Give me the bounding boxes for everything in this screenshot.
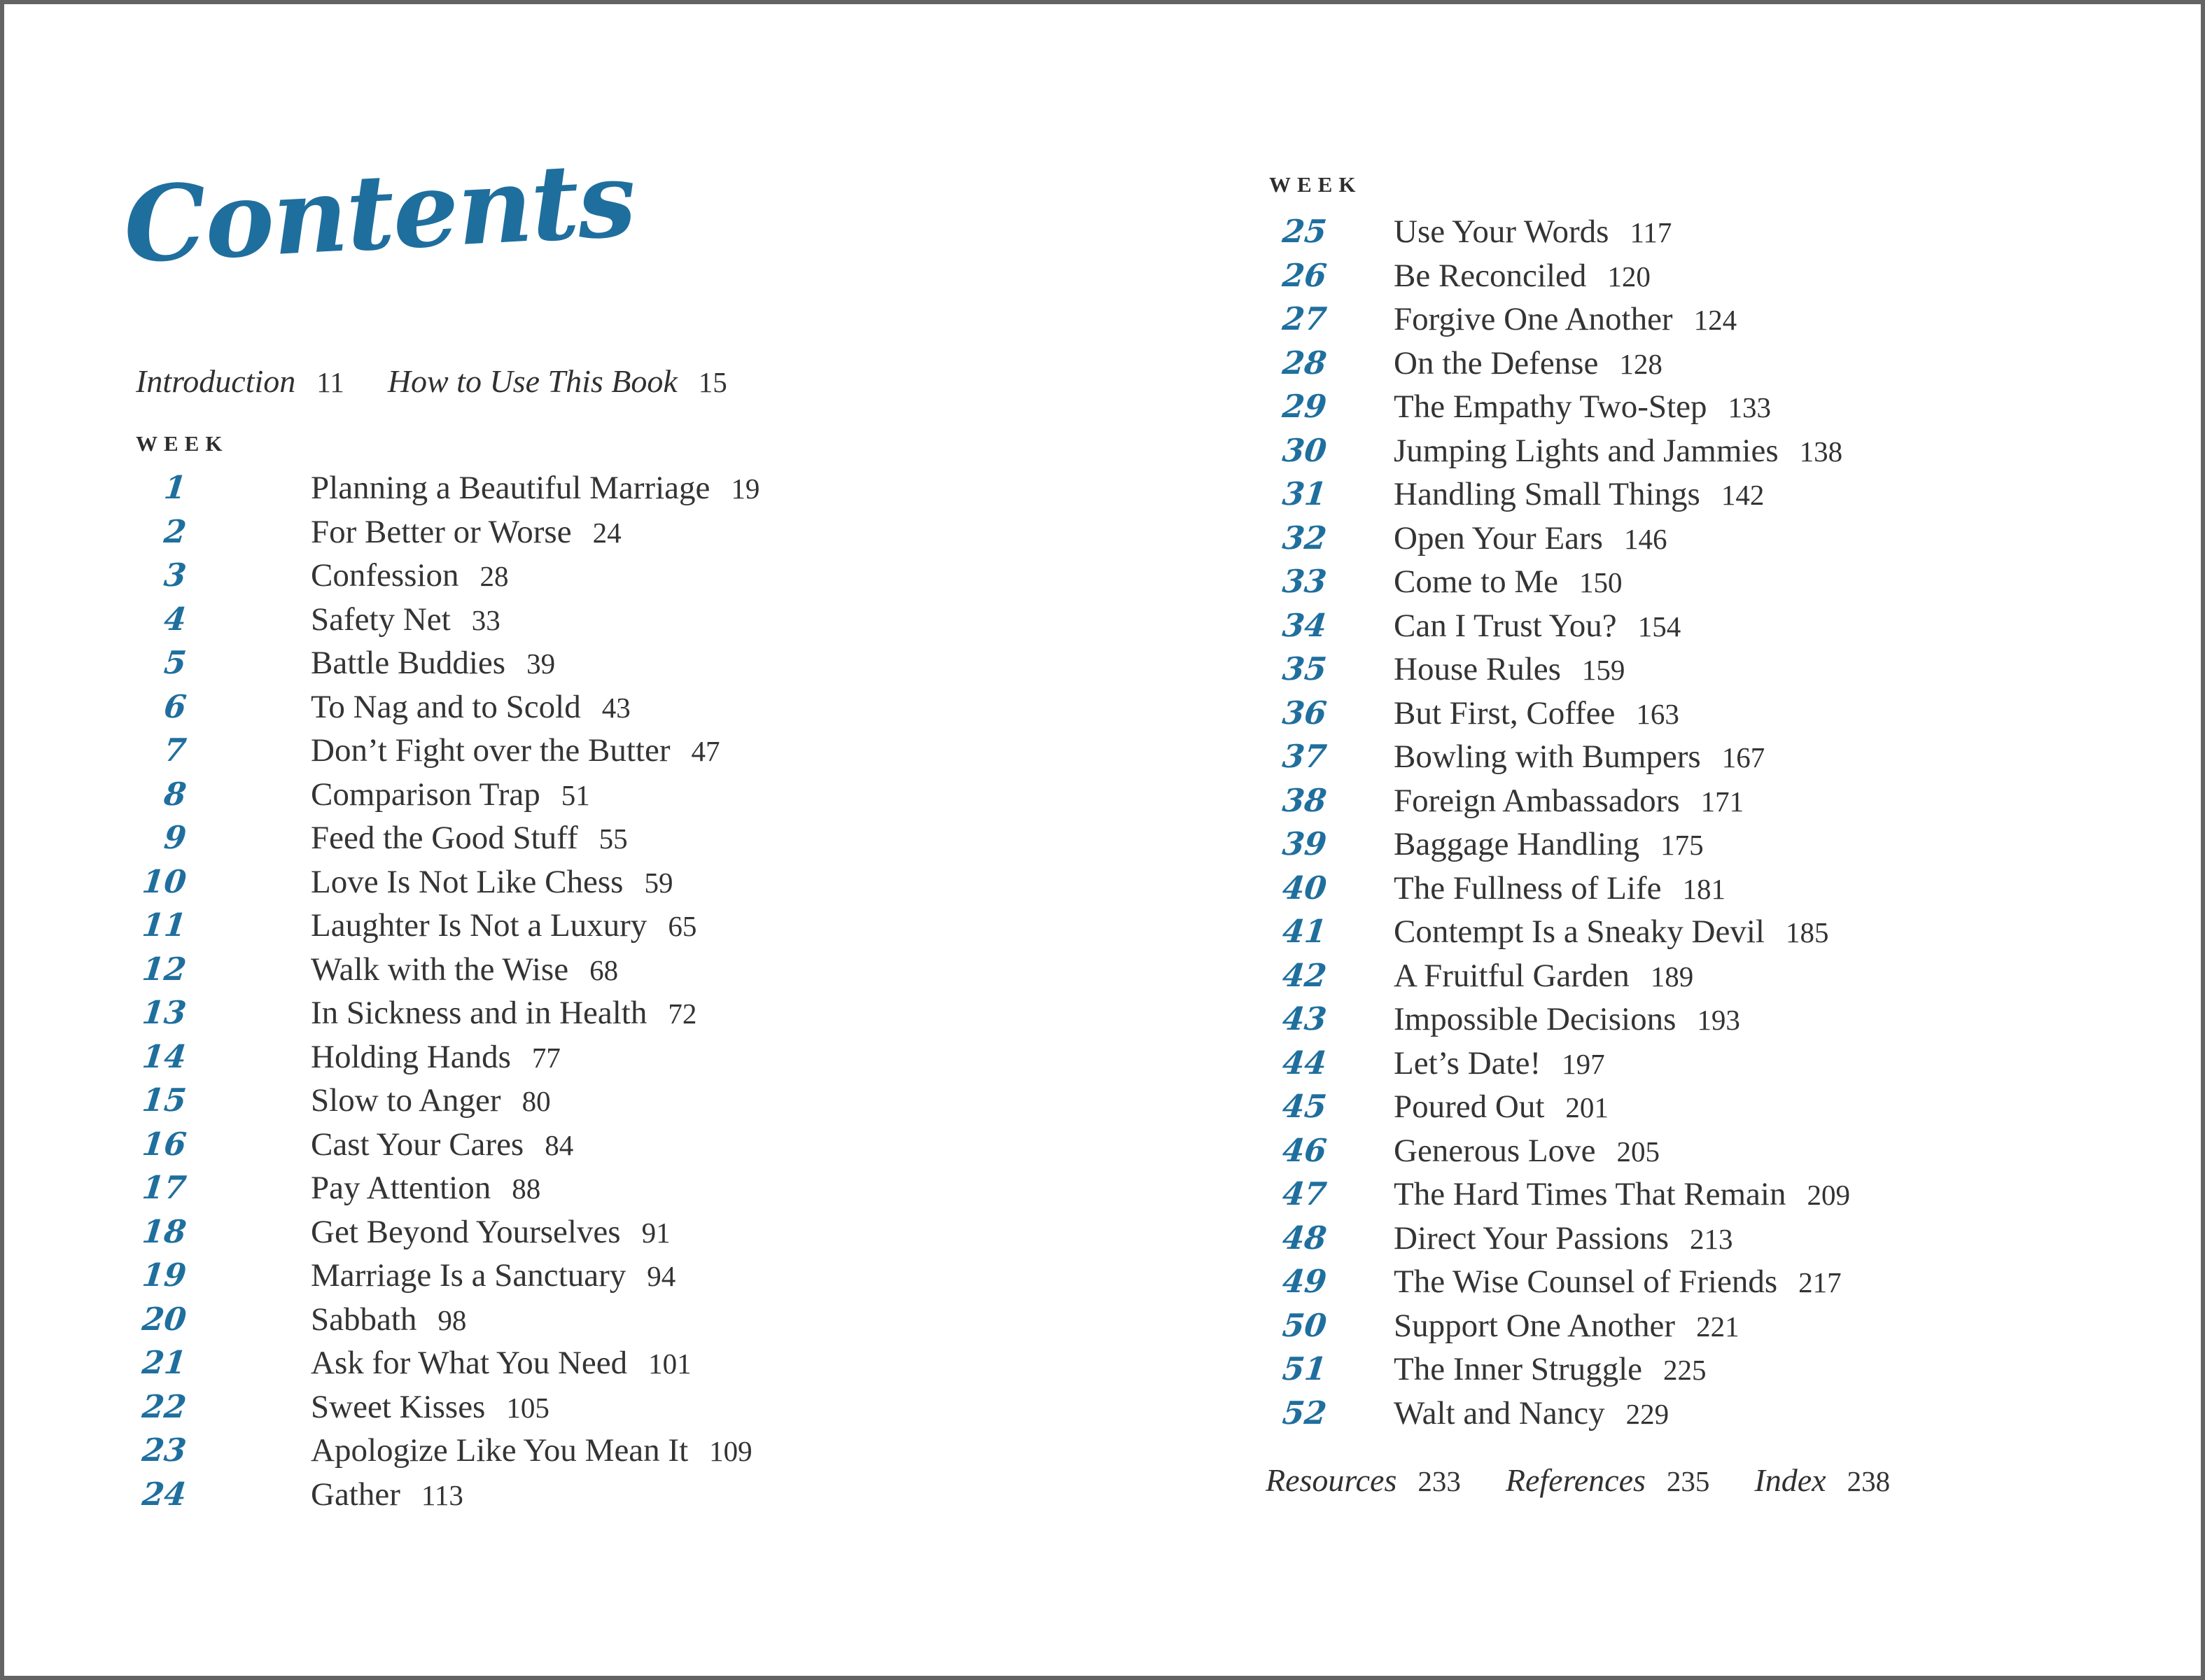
section-page-number: 15 [698,366,727,398]
entry-page-number: 33 [471,603,500,636]
entry-page-number: 225 [1663,1354,1707,1386]
entry-page-number: 65 [668,910,697,942]
week-number: 43 [1280,1000,1329,1037]
week-number: 26 [1280,256,1329,294]
entry-page-number: 51 [561,778,590,811]
week-number: 32 [1280,519,1329,556]
entry-title: A Fruitful Garden [1394,957,1630,994]
week-number: 51 [1280,1350,1329,1387]
entry-title: Baggage Handling [1394,826,1640,862]
entry-page-number: 39 [526,648,556,680]
entry-page-number: 98 [438,1303,467,1336]
entry-page-number: 163 [1636,697,1679,730]
week-number: 18 [140,1212,188,1250]
week-number: 28 [1280,344,1329,382]
entry-title: Don’t Fight over the Butter [311,732,671,769]
toc-entry-week-47 [1269,1175,1850,1219]
entry-title: Generous Love [1394,1132,1596,1169]
entry-page-number: 175 [1660,829,1704,861]
entry-title: The Empathy Two-Step [1394,388,1707,425]
toc-entry-week-7 [136,732,760,776]
entry-page-number: 197 [1562,1047,1605,1080]
entry-page-number: 128 [1619,347,1662,380]
week-number: 47 [1280,1175,1329,1212]
entry-page-number: 124 [1693,304,1737,336]
entry-page-number: 113 [421,1478,463,1511]
entry-page-number: 193 [1697,1004,1740,1036]
toc-entry-week-51 [1269,1350,1850,1394]
entry-page-number: 133 [1728,391,1771,424]
week-number: 39 [1280,825,1329,862]
back-matter-row [1266,1462,1890,1499]
entry-title: The Wise Counsel of Friends [1394,1264,1778,1300]
week-number: 4 [162,600,188,638]
entry-title: Marriage Is a Sanctuary [311,1257,626,1294]
toc-right-column [1269,213,1850,1438]
section-label: Resources [1266,1462,1397,1498]
entry-title: To Nag and to Scold [311,688,581,725]
toc-entry-week-18 [136,1213,760,1257]
entry-title: Confession [311,557,459,594]
week-number: 5 [162,644,188,681]
week-number: 10 [140,862,188,900]
section-page-number: 235 [1666,1465,1710,1497]
week-number: 24 [140,1475,188,1513]
entry-title: Feed the Good Stuff [311,820,578,856]
week-number: 23 [140,1432,188,1469]
week-number: 33 [1280,563,1329,600]
toc-entry-week-16 [136,1126,760,1170]
entry-title: Safety Net [311,601,451,638]
entry-page-number: 68 [589,953,619,986]
week-number: 20 [140,1300,188,1338]
entry-title: Love Is Not Like Chess [311,863,624,900]
week-number: 16 [140,1125,188,1163]
week-number: 1 [162,469,188,506]
entry-title: Holding Hands [311,1038,511,1075]
back-matter-item [1506,1462,1710,1499]
entry-title: Foreign Ambassadors [1394,782,1680,819]
week-column-header-right: WEEK [1269,172,1362,197]
entry-title: For Better or Worse [311,513,572,550]
entry-title: Laughter Is Not a Luxury [311,907,648,944]
toc-entry-week-39 [1269,825,1850,869]
entry-title: The Inner Struggle [1394,1351,1643,1387]
entry-title: Battle Buddies [311,645,506,681]
toc-left-column [136,469,760,1519]
toc-entry-week-44 [1269,1044,1850,1088]
entry-page-number: 159 [1581,654,1625,686]
entry-title: Direct Your Passions [1394,1219,1670,1256]
toc-entry-week-49 [1269,1263,1850,1307]
entry-page-number: 213 [1690,1222,1733,1255]
week-number: 25 [1280,213,1329,250]
entry-page-number: 189 [1650,960,1694,993]
entry-title: Sweet Kisses [311,1388,486,1425]
entry-title: Bowling with Bumpers [1394,738,1701,775]
toc-entry-week-28 [1269,344,1850,388]
section-page-number: 238 [1847,1465,1891,1497]
entry-page-number: 209 [1807,1179,1850,1211]
toc-entry-week-41 [1269,913,1850,957]
toc-entry-week-27 [1269,300,1850,344]
back-matter-item [1754,1462,1890,1499]
toc-entry-week-21 [136,1344,760,1388]
entry-title: House Rules [1394,651,1561,687]
toc-entry-week-10 [136,863,760,907]
toc-entry-week-15 [136,1082,760,1126]
week-number: 29 [1280,388,1329,425]
entry-page-number: 55 [598,822,628,855]
toc-entry-week-48 [1269,1219,1850,1264]
toc-entry-week-1 [136,469,760,513]
toc-entry-week-24 [136,1476,760,1520]
entry-page-number: 142 [1721,479,1765,511]
toc-entry-week-26 [1269,257,1850,301]
toc-entry-week-4 [136,601,760,645]
toc-entry-week-40 [1269,869,1850,913]
entry-page-number: 101 [648,1348,692,1380]
entry-page-number: 88 [512,1172,541,1205]
entry-title: But First, Coffee [1394,694,1616,732]
week-number: 44 [1280,1044,1329,1082]
entry-title: Can I Trust You? [1394,607,1617,644]
toc-entry-week-19 [136,1256,760,1301]
week-number: 42 [1280,956,1329,994]
toc-entry-week-31 [1269,475,1850,519]
entry-title: Walt and Nancy [1394,1394,1605,1432]
entry-page-number: 43 [601,691,631,724]
week-column-header-left: WEEK [136,431,229,456]
week-number: 35 [1280,650,1329,687]
entry-title: Gather [311,1476,400,1513]
week-number: 50 [1280,1306,1329,1344]
week-number: 14 [140,1037,188,1075]
entry-page-number: 24 [592,516,622,549]
toc-entry-week-46 [1269,1132,1850,1176]
entry-page-number: 77 [531,1041,561,1074]
entry-title: In Sickness and in Health [311,995,648,1031]
entry-title: The Fullness of Life [1394,869,1662,906]
entry-page-number: 205 [1616,1135,1660,1168]
week-number: 2 [162,512,188,550]
entry-page-number: 217 [1798,1266,1842,1298]
entry-page-number: 138 [1799,435,1843,468]
toc-entry-week-36 [1269,694,1850,738]
entry-page-number: 84 [545,1128,574,1161]
entry-page-number: 59 [644,866,673,899]
week-number: 40 [1280,869,1329,906]
toc-entry-week-17 [136,1169,760,1213]
entry-page-number: 201 [1565,1091,1609,1124]
entry-page-number: 72 [668,997,697,1030]
entry-title: Support One Another [1394,1307,1676,1344]
entry-page-number: 94 [647,1260,676,1292]
toc-entry-week-30 [1269,432,1850,476]
week-number: 48 [1280,1219,1329,1256]
entry-title: Slow to Anger [311,1082,501,1119]
entry-title: Planning a Beautiful Marriage [311,470,710,506]
entry-title: Sabbath [311,1301,417,1338]
week-number: 27 [1280,300,1329,337]
toc-entry-week-13 [136,994,760,1038]
front-matter-item [388,363,727,400]
entry-title: Come to Me [1394,564,1558,600]
toc-entry-week-34 [1269,607,1850,651]
entry-title: Jumping Lights and Jammies [1394,432,1779,469]
entry-page-number: 28 [479,560,509,592]
toc-entry-week-6 [136,688,760,732]
week-number: 36 [1280,694,1329,732]
week-number: 31 [1280,475,1329,512]
entry-page-number: 80 [522,1085,551,1117]
entry-page-number: 154 [1637,610,1681,643]
week-number: 3 [162,556,188,594]
toc-entry-week-20 [136,1301,760,1345]
entry-page-number: 150 [1578,566,1623,598]
entry-title: On the Defense [1394,344,1599,382]
week-number: 11 [140,906,188,944]
entry-page-number: 47 [691,735,720,767]
entry-title: Ask for What You Need [311,1345,628,1381]
entry-title: Open Your Ears [1394,519,1603,556]
toc-entry-week-33 [1269,563,1850,607]
week-number: 19 [140,1256,188,1294]
week-number: 8 [162,775,188,813]
section-label: References [1505,1462,1646,1498]
entry-title: Let’s Date! [1394,1044,1541,1082]
entry-title: Cast Your Cares [311,1126,524,1163]
entry-title: The Hard Times That Remain [1394,1176,1786,1212]
entry-title: Comparison Trap [311,776,540,813]
toc-entry-week-50 [1269,1307,1850,1351]
week-number: 22 [140,1387,188,1425]
entry-page-number: 117 [1630,216,1672,248]
toc-entry-week-38 [1269,782,1850,826]
section-page-number: 233 [1418,1465,1461,1497]
toc-entry-week-25 [1269,213,1850,257]
toc-entry-week-22 [136,1388,760,1432]
toc-entry-week-14 [136,1038,760,1082]
week-number: 30 [1280,431,1329,469]
entry-title: Impossible Decisions [1394,1001,1676,1037]
entry-title: Walk with the Wise [311,951,569,988]
week-number: 49 [1280,1263,1329,1300]
front-matter-item [136,363,344,400]
section-label: Introduction [136,363,296,399]
toc-entry-week-9 [136,819,760,863]
entry-page-number: 109 [709,1435,752,1467]
toc-entry-week-23 [136,1432,760,1476]
toc-entry-week-35 [1269,650,1850,694]
page-title: Contents [120,138,638,286]
week-number: 17 [140,1169,188,1206]
entry-title: Be Reconciled [1394,257,1587,294]
entry-page-number: 91 [641,1216,671,1249]
section-page-number: 11 [316,366,344,398]
entry-page-number: 181 [1682,872,1726,905]
week-number: 34 [1280,606,1329,644]
entry-page-number: 146 [1623,522,1667,555]
section-label: How to Use This Book [387,363,678,399]
entry-title: Apologize Like You Mean It [311,1432,689,1469]
week-number: 13 [140,994,188,1031]
entry-title: Use Your Words [1394,214,1609,250]
week-number: 12 [140,950,188,988]
week-number: 38 [1280,781,1329,819]
week-number: 15 [140,1082,188,1119]
back-matter-item [1266,1462,1461,1499]
toc-entry-week-52 [1269,1394,1850,1438]
toc-entry-week-12 [136,951,760,995]
entry-title: Poured Out [1394,1088,1545,1125]
section-label: Index [1754,1462,1826,1498]
week-number: 41 [1280,913,1329,950]
toc-entry-week-8 [136,776,760,820]
entry-page-number: 229 [1625,1397,1670,1430]
toc-entry-week-43 [1269,1000,1850,1044]
entry-title: Get Beyond Yourselves [311,1213,621,1250]
toc-entry-week-29 [1269,388,1850,432]
entry-page-number: 185 [1785,916,1829,948]
toc-entry-week-37 [1269,738,1850,782]
week-number: 7 [162,732,188,769]
entry-page-number: 105 [506,1391,550,1424]
toc-entry-week-3 [136,556,760,601]
entry-title: Forgive One Another [1394,301,1673,337]
toc-entry-week-45 [1269,1088,1850,1132]
toc-entry-week-11 [136,906,760,951]
week-number: 37 [1280,738,1329,775]
toc-entry-week-42 [1269,957,1850,1001]
toc-entry-week-32 [1269,519,1850,564]
toc-entry-week-2 [136,513,760,557]
entry-page-number: 19 [731,472,760,505]
week-number: 52 [1280,1394,1329,1432]
entry-page-number: 120 [1607,260,1651,293]
toc-entry-week-5 [136,644,760,688]
week-number: 6 [162,687,188,725]
week-number: 9 [162,819,188,856]
week-number: 46 [1280,1131,1329,1169]
entry-page-number: 221 [1696,1310,1740,1343]
entry-page-number: 171 [1700,785,1744,818]
week-number: 21 [140,1344,188,1381]
entry-title: Contempt Is a Sneaky Devil [1394,913,1765,950]
entry-title: Handling Small Things [1394,476,1700,512]
entry-page-number: 167 [1721,741,1765,774]
entry-title: Pay Attention [311,1170,491,1206]
front-matter-row [136,363,727,400]
week-number: 45 [1280,1088,1329,1125]
